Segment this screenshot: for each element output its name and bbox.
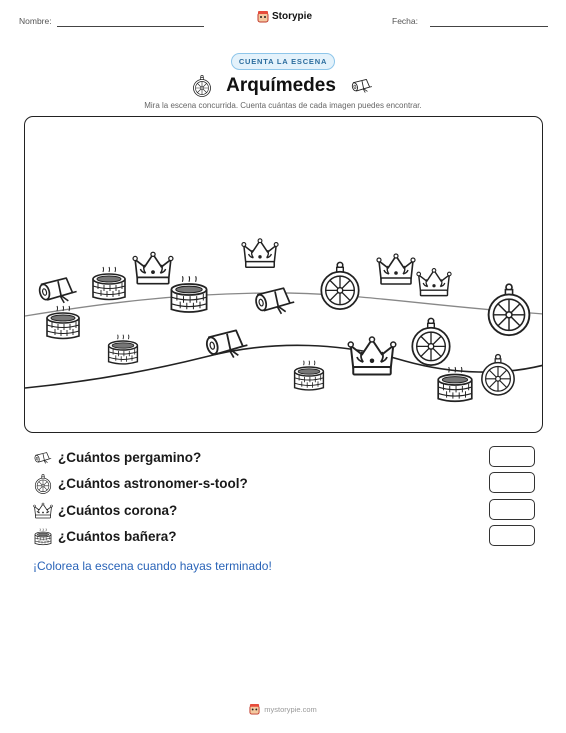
- answer-box[interactable]: [489, 525, 535, 546]
- crown-icon: [377, 254, 415, 284]
- crown-icon: [242, 239, 278, 267]
- scroll-icon: [38, 278, 77, 303]
- crown-icon: [133, 252, 173, 284]
- storypie-mascot-icon: [257, 10, 269, 23]
- crown-icon: [33, 501, 53, 521]
- astrolabe-icon: [482, 355, 514, 395]
- bathtub-icon: [93, 267, 125, 300]
- scroll-icon: [350, 77, 374, 95]
- footer-url: mystorypie.com: [264, 704, 317, 714]
- title-row: [0, 73, 566, 99]
- question-row: [33, 446, 543, 470]
- scroll-icon: [254, 288, 294, 314]
- activity-badge: CUENTA LA ESCENA: [231, 53, 335, 70]
- bathtub-icon: [171, 276, 206, 312]
- crown-icon: [348, 337, 396, 375]
- question-text: ¿Cuántos astronomer-s-tool?: [58, 476, 248, 491]
- bathtub-icon: [109, 335, 138, 364]
- closing-instruction: ¡Colorea la escena cuando hayas terminado!: [33, 559, 272, 573]
- question-row: [33, 525, 543, 549]
- date-field[interactable]: [430, 26, 548, 27]
- question-row: [33, 472, 543, 496]
- brand-name: Storypie: [272, 11, 313, 22]
- question-text: ¿Cuántos bañera?: [58, 529, 177, 544]
- answer-box[interactable]: [489, 499, 535, 520]
- instructions: Mira la escena concurrida. Cuenta cuántas de cada imagen puedes encontrar.: [144, 101, 422, 110]
- page-title: Arquímedes: [226, 75, 336, 96]
- date-label: Fecha:: [392, 16, 418, 26]
- scroll-icon: [33, 448, 53, 468]
- scene-illustration: [25, 117, 543, 433]
- scroll-icon: [205, 330, 247, 357]
- storypie-mascot-icon: [249, 703, 260, 715]
- footer: [0, 703, 566, 715]
- astrolabe-icon: [33, 474, 53, 494]
- question-text: ¿Cuántos pergamino?: [58, 450, 202, 465]
- astrolabe-icon: [489, 284, 530, 335]
- astrolabe-icon: [192, 75, 212, 97]
- storypie-logo: [257, 10, 312, 23]
- question-text: ¿Cuántos corona?: [58, 503, 178, 518]
- name-field[interactable]: [57, 26, 204, 27]
- bathtub-icon: [33, 527, 53, 547]
- answer-box[interactable]: [489, 446, 535, 467]
- question-row: [33, 499, 543, 523]
- counting-scene: [24, 116, 543, 433]
- astrolabe-icon: [412, 318, 449, 365]
- bathtub-icon: [295, 361, 324, 390]
- answer-box[interactable]: [489, 472, 535, 493]
- astrolabe-icon: [321, 262, 358, 309]
- crown-icon: [417, 269, 451, 296]
- bathtub-icon: [47, 306, 79, 339]
- name-label: Nombre:: [19, 16, 52, 26]
